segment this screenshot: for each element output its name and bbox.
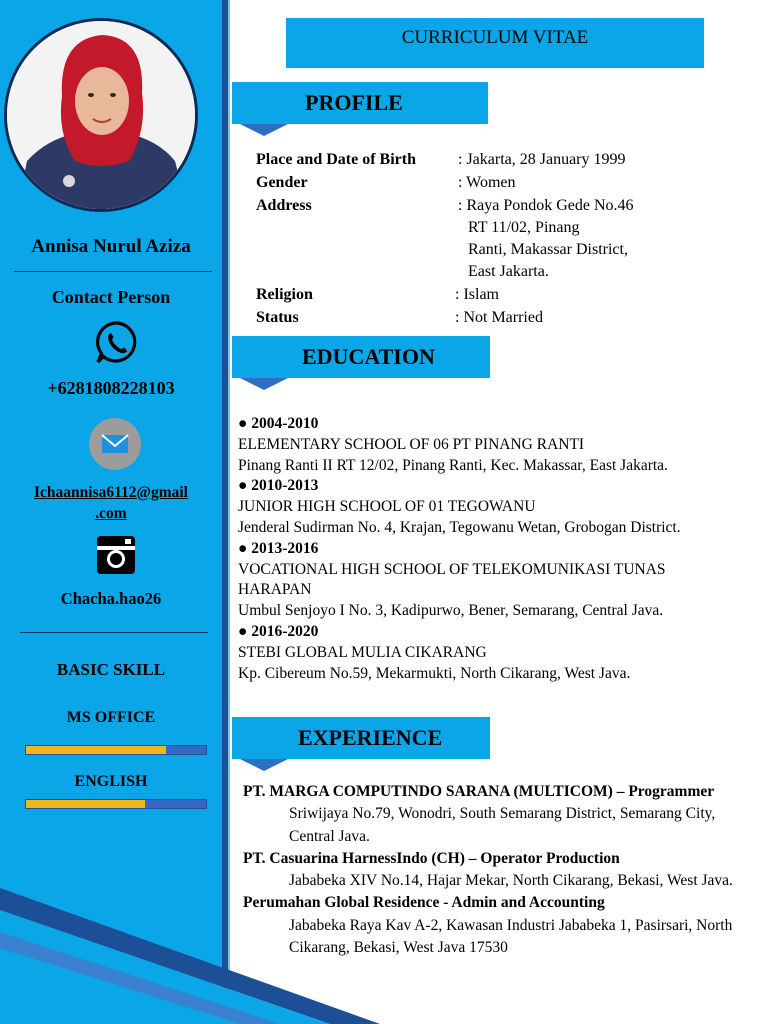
divider	[14, 271, 212, 272]
education-school: ELEMENTARY SCHOOL OF 06 PT PINANG RANTI	[238, 435, 585, 453]
education-years: ● 2004-2010	[238, 415, 319, 432]
phone-number[interactable]: +6281808228103	[47, 378, 175, 398]
address-line: Ranti, Makassar District,	[468, 241, 628, 258]
skill-label-english: ENGLISH	[74, 773, 148, 790]
religion-label: Religion	[256, 286, 313, 303]
cv-title: CURRICULUM VITAE	[401, 27, 589, 48]
education-entry	[238, 476, 738, 538]
education-entry	[238, 622, 738, 684]
address-line: RT 11/02, Pinang	[468, 219, 580, 236]
experience-entry	[243, 781, 743, 848]
cv-title-banner	[286, 18, 704, 68]
education-school: JUNIOR HIGH SCHOOL OF 01 TEGOWANU	[238, 498, 536, 516]
experience-address: Jababeka XIV No.14, Hajar Mekar, North Cikarang, Bekasi, West Java.	[289, 872, 733, 890]
email-link[interactable]: Ichaannisa6112@gmail .com	[34, 484, 188, 522]
banner-pointer	[240, 759, 288, 771]
education-school: STEBI GLOBAL MULIA CIKARANG	[238, 643, 487, 661]
gender-label: Gender	[256, 174, 308, 191]
gender-value: : Women	[458, 174, 516, 191]
education-heading-banner	[232, 336, 490, 378]
status-label: Status	[256, 309, 299, 326]
status-value: : Not Married	[455, 309, 543, 326]
birth-label: Place and Date of Birth	[256, 151, 416, 168]
divider	[20, 632, 208, 633]
education-years: ● 2010-2013	[238, 477, 319, 495]
religion-value: : Islam	[455, 286, 499, 303]
experience-title: PT. MARGA COMPUTINDO SARANA (MULTICOM) – Programmer	[243, 783, 715, 800]
experience-entry	[243, 892, 743, 959]
profile-heading: PROFILE	[305, 90, 403, 115]
experience-address: Jababeka Raya Kav A-2, Kawasan Industri Jababeka 1, Pasirsari, North Cikarang, Bekasi, West Java 17530	[289, 916, 733, 957]
banner-pointer	[240, 378, 288, 390]
skill-bar-english	[25, 799, 207, 809]
address-label: Address	[256, 197, 312, 214]
education-address: Kp. Cibereum No.59, Mekarmukti, North Cikarang, West Java.	[238, 664, 631, 682]
education-address: Umbul Senjoyo I No. 3, Kadipurwo, Bener, Semarang, Central Java.	[238, 602, 664, 620]
education-address: Jenderal Sudirman No. 4, Krajan, Tegowanu Wetan, Grobogan District.	[238, 518, 681, 536]
contact-heading: Contact Person	[51, 287, 171, 307]
education-address: Pinang Ranti II RT 12/02, Pinang Ranti, Kec. Makassar, East Jakarta.	[238, 456, 668, 474]
education-heading: EDUCATION	[302, 344, 435, 369]
education-school: VOCATIONAL HIGH SCHOOL OF TELEKOMUNIKASI TUNAS HARAPAN	[238, 560, 666, 599]
profile-photo	[4, 18, 198, 212]
whatsapp-icon	[94, 320, 140, 366]
skill-bar-ms-office	[25, 745, 207, 755]
mail-icon	[89, 418, 141, 470]
education-entry	[238, 539, 738, 622]
experience-heading: EXPERIENCE	[298, 725, 443, 750]
instagram-icon	[96, 535, 136, 575]
instagram-username[interactable]: Chacha.hao26	[60, 589, 162, 608]
experience-heading-banner	[232, 717, 490, 759]
address-line: : Raya Pondok Gede No.46	[458, 197, 634, 214]
education-years: ● 2016-2020	[238, 622, 319, 640]
experience-title: Perumahan Global Residence - Admin and Accounting	[243, 894, 605, 912]
education-entry	[238, 414, 738, 476]
skill-label-ms-office: MS OFFICE	[66, 709, 156, 726]
banner-pointer	[240, 124, 288, 136]
person-name: Annisa Nurul Aziza	[31, 236, 191, 257]
education-list	[238, 414, 738, 684]
experience-entry	[243, 848, 743, 893]
skill-bar-fill	[26, 746, 166, 754]
education-years: ● 2013-2016	[238, 539, 319, 557]
experience-list	[243, 781, 743, 959]
skills-heading: BASIC SKILL	[56, 660, 166, 679]
birth-value: : Jakarta, 28 January 1999	[458, 151, 626, 168]
experience-address: Sriwijaya No.79, Wonodri, South Semarang District, Semarang City, Central Java.	[289, 805, 716, 845]
experience-title: PT. Casuarina HarnessIndo (CH) – Operator Production	[243, 849, 620, 867]
profile-heading-banner	[232, 82, 488, 124]
skill-bar-fill	[26, 800, 145, 808]
address-line: East Jakarta.	[468, 263, 549, 280]
